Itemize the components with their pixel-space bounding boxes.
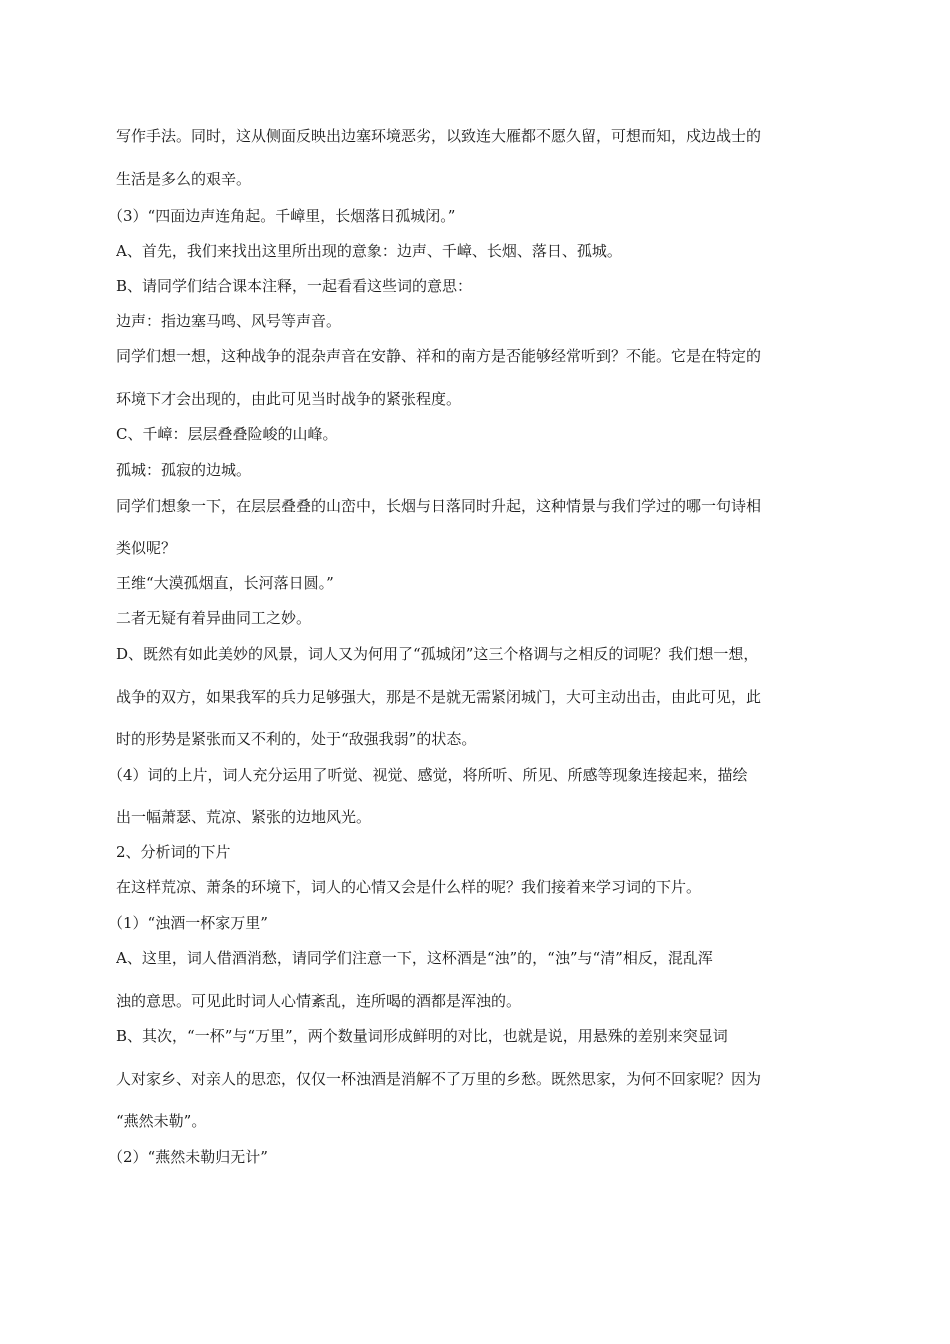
text-line: 人对家乡、对亲人的思恋，仅仅一杯浊酒是消解不了万里的乡愁。既然思家，为何不回家呢？因为 [116, 1070, 762, 1088]
text-line: 时的形势是紧张而又不利的，处于“敌强我弱”的状态。 [116, 730, 477, 748]
text-line: 同学们想一想，这种战争的混杂声音在安静、祥和的南方是否能够经常听到？不能。它是在特定的 [116, 347, 762, 365]
text-line: 生活是多么的艰辛。 [116, 170, 252, 188]
text-line: 战争的双方，如果我军的兵力足够强大，那是不是就无需紧闭城门，大可主动出击，由此可见，此 [116, 688, 762, 706]
text-line: （2）“燕然未勒归无计” [108, 1148, 268, 1166]
text-line: （1）“浊酒一杯家万里” [108, 914, 268, 932]
text-line: D、既然有如此美妙的风景，词人又为何用了“孤城闭”这三个格调与之相反的词呢？我们想一想， [116, 645, 759, 663]
text-line: 环境下才会出现的，由此可见当时战争的紧张程度。 [116, 390, 462, 408]
text-line: 类似呢？ [116, 539, 177, 557]
text-line: 边声：指边塞马鸣、风号等声音。 [116, 312, 342, 330]
text-line: 二者无疑有着异曲同工之妙。 [116, 609, 312, 627]
text-line: 浊的意思。可见此时词人心情紊乱，连所喝的酒都是浑浊的。 [116, 992, 522, 1010]
text-line: “燕然未勒”。 [116, 1112, 207, 1130]
text-line: （3）“四面边声连角起。千嶂里，长烟落日孤城闭。” [108, 207, 456, 225]
text-line: A、首先，我们来找出这里所出现的意象：边声、千嶂、长烟、落日、孤城。 [116, 242, 622, 260]
text-line: 出一幅萧瑟、荒凉、紧张的边地风光。 [116, 808, 372, 826]
text-line: 同学们想象一下，在层层叠叠的山峦中，长烟与日落同时升起，这种情景与我们学过的哪一句诗相 [116, 497, 762, 515]
text-line: 写作手法。同时，这从侧面反映出边塞环境恶劣，以致连大雁都不愿久留，可想而知，戍边战士的 [116, 127, 762, 145]
text-line: C、千嶂：层层叠叠险峻的山峰。 [116, 425, 338, 443]
text-line: B、请同学们结合课本注释，一起看看这些词的意思： [116, 277, 473, 295]
text-line: 王维“大漠孤烟直，长河落日圆。” [116, 574, 334, 592]
text-line: B、其次，“一杯”与“万里”，两个数量词形成鲜明的对比，也就是说，用悬殊的差别来突显词 [116, 1027, 728, 1045]
text-line: 2、分析词的下片 [116, 843, 231, 861]
text-line: A、这里，词人借酒消愁，请同学们注意一下，这杯酒是“浊”的，“浊”与“清”相反，混乱浑 [116, 949, 713, 967]
text-line: （4）词的上片，词人充分运用了听觉、视觉、感觉，将所听、所见、所感等现象连接起来，描绘 [108, 766, 748, 784]
text-line: 孤城：孤寂的边城。 [116, 461, 252, 479]
text-line: 在这样荒凉、萧条的环境下，词人的心情又会是什么样的呢？我们接着来学习词的下片。 [116, 878, 702, 896]
